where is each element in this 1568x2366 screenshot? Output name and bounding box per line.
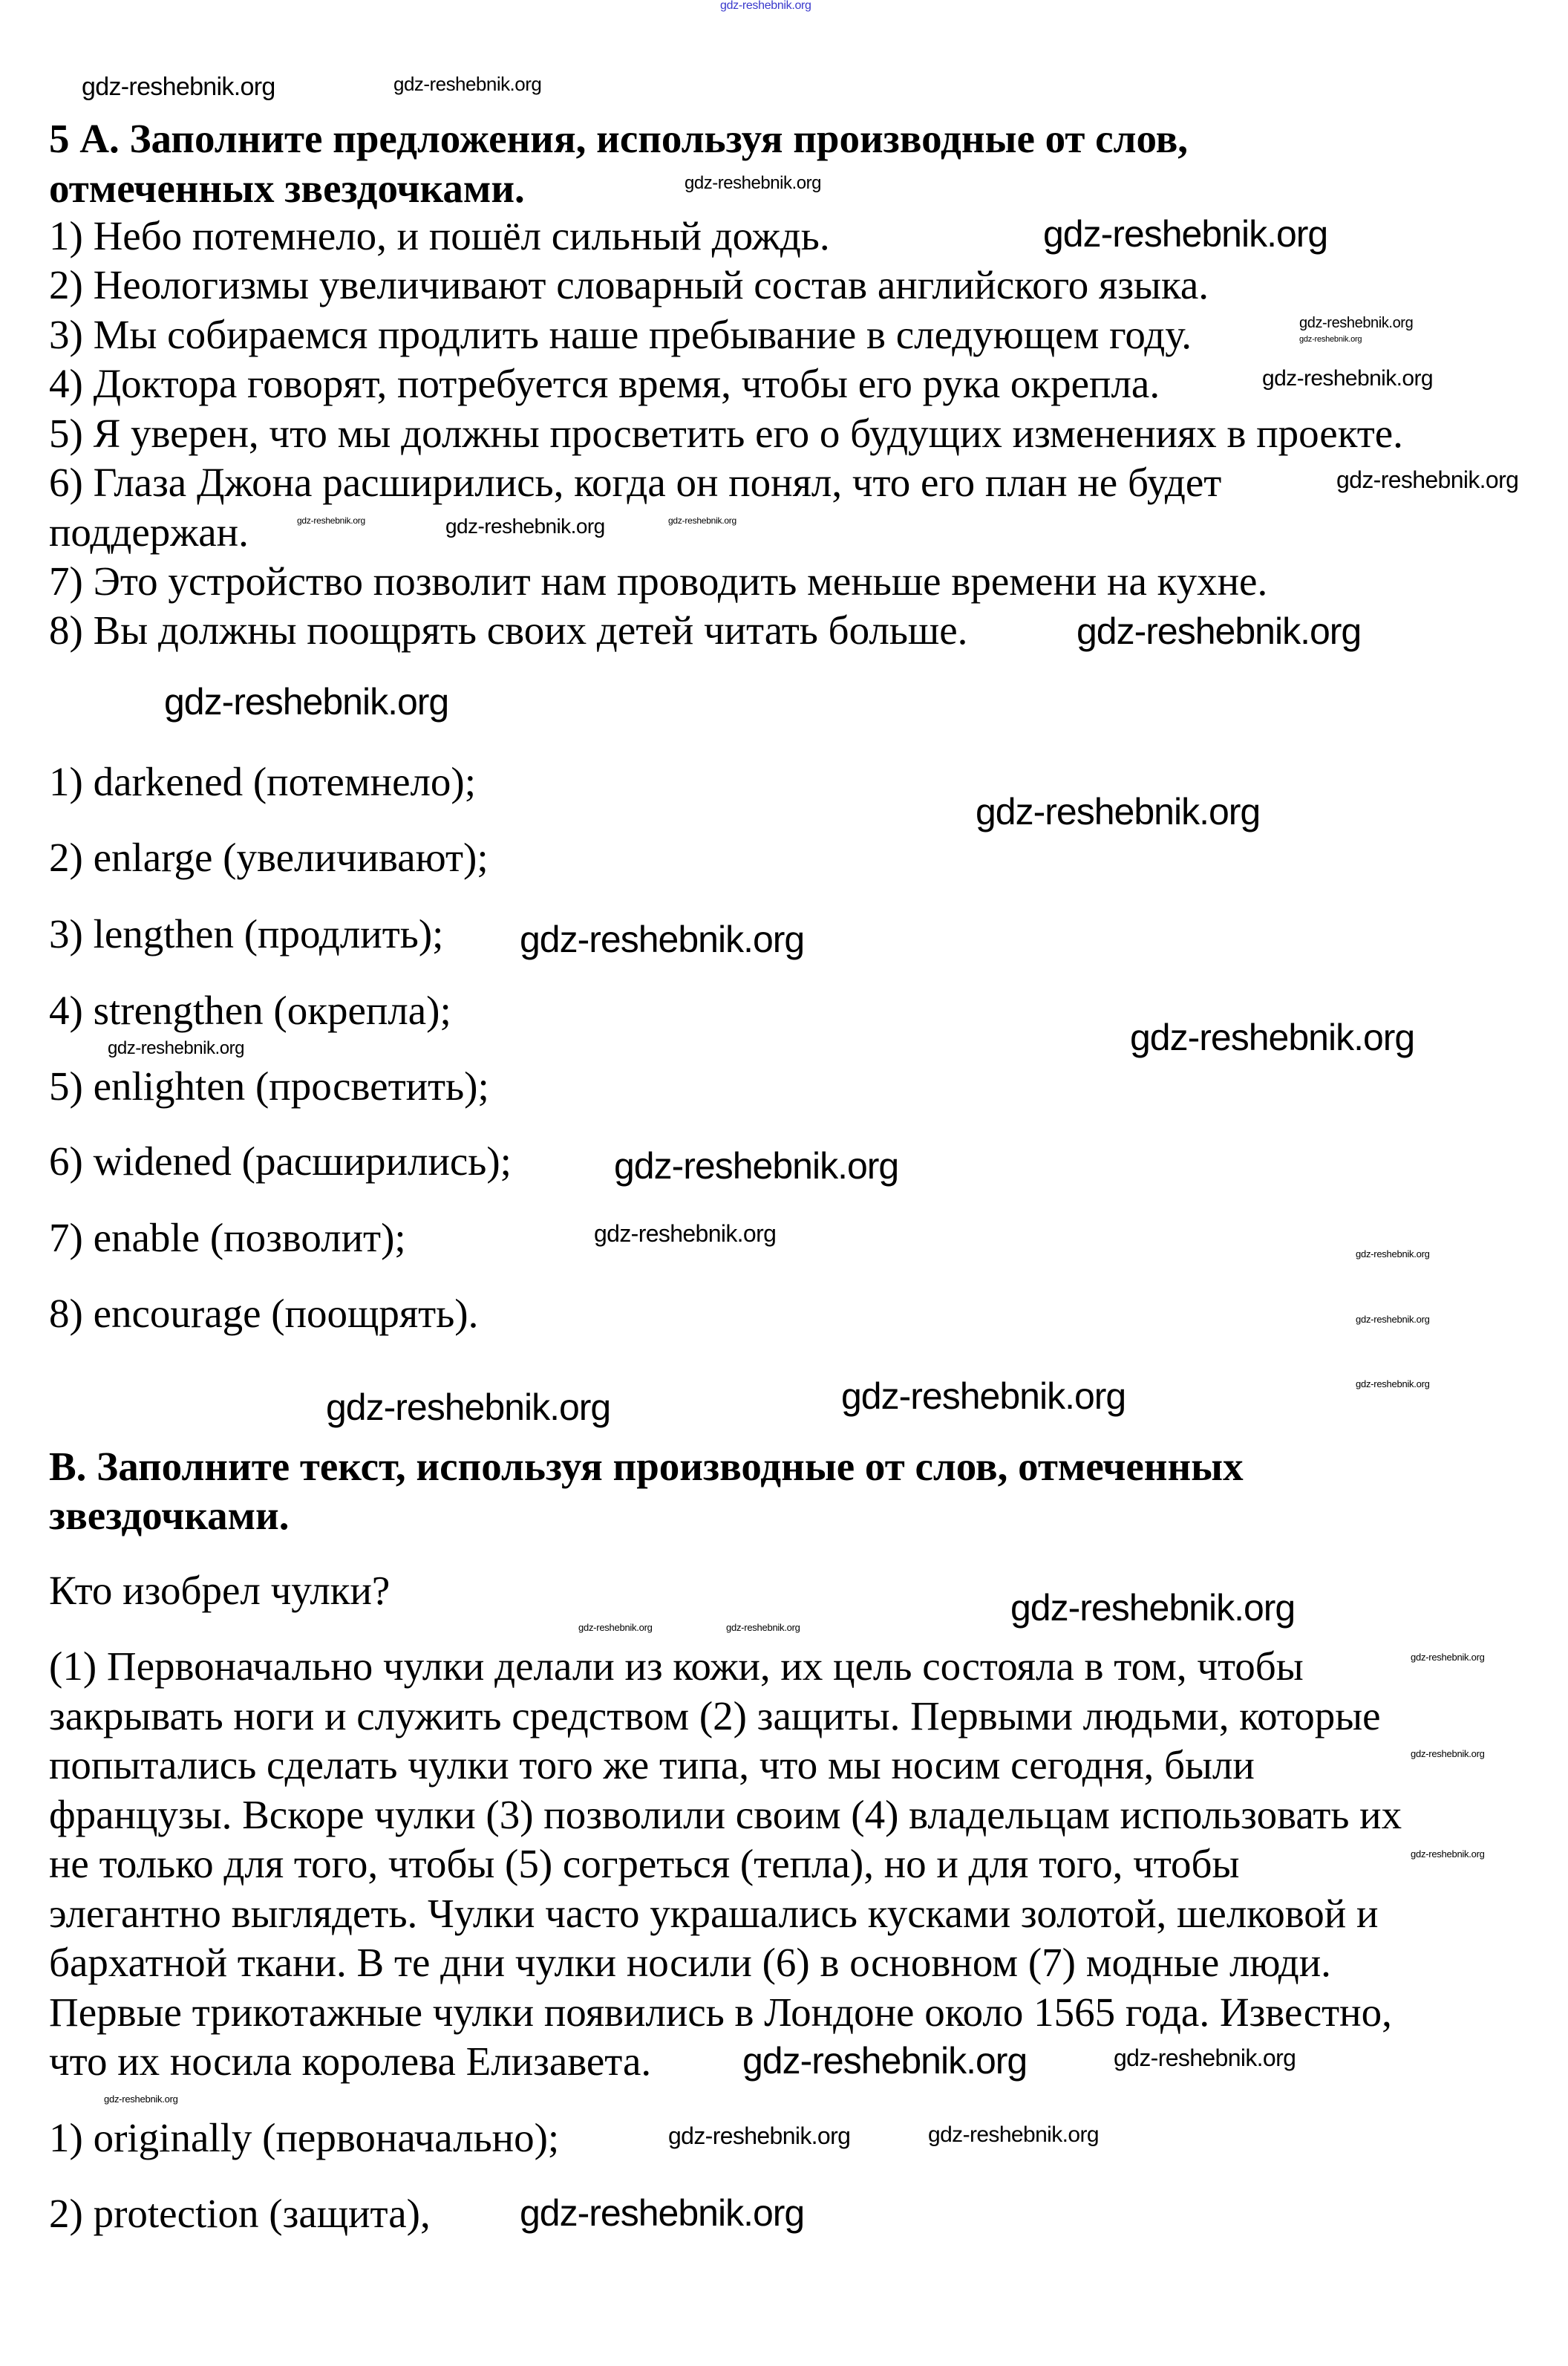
sentence: поддержан. <box>49 509 249 555</box>
section-b-title-cont: звездочками. <box>49 1493 290 1538</box>
watermark: gdz-reshebnik.org <box>82 73 275 101</box>
section-a-title: 5 А. Заполните предложения, используя производные от слов, <box>49 116 1189 161</box>
watermark: gdz-reshebnik.org <box>445 515 605 538</box>
watermark: gdz-reshebnik.org <box>1130 1017 1415 1058</box>
sentence: 3) Мы собираемся продлить наше пребывание в следующем году. <box>49 312 1192 357</box>
answer: 7) enable (позволит); <box>49 1215 406 1260</box>
watermark: gdz-reshebnik.org <box>841 1375 1126 1417</box>
watermark: gdz-reshebnik.org <box>1077 610 1362 652</box>
watermark: gdz-reshebnik.org <box>1114 2044 1296 2071</box>
watermark: gdz-reshebnik.org <box>1262 366 1433 391</box>
paragraph-line: (1) Первоначально чулки делали из кожи, их цель состояла в том, чтобы <box>49 1643 1304 1689</box>
paragraph-line: попытались сделать чулки того же типа, что мы носим сегодня, были <box>49 1742 1255 1787</box>
watermark: gdz-reshebnik.org <box>742 2040 1028 2082</box>
watermark: gdz-reshebnik.org <box>668 2122 851 2149</box>
answer: 3) lengthen (продлить); <box>49 911 444 956</box>
paragraph-line: что их носила королева Елизавета. <box>49 2039 652 2084</box>
sentence: 2) Неологизмы увеличивают словарный состав английского языка. <box>49 262 1209 307</box>
watermark: gdz-reshebnik.org <box>1336 466 1519 493</box>
section-a-title-cont: отмеченных звездочками. <box>49 166 525 211</box>
watermark: gdz-reshebnik.org <box>393 73 542 95</box>
watermark: gdz-reshebnik.org <box>164 681 449 723</box>
answer: 2) protection (защита), <box>49 2191 431 2236</box>
watermark: gdz-reshebnik.org <box>326 1386 611 1428</box>
paragraph-line: французы. Вскоре чулки (3) позволили своим (4) владельцам использовать их <box>49 1792 1402 1837</box>
answer: 1) originally (первоначально); <box>49 2115 560 2160</box>
watermark: gdz-reshebnik.org <box>1356 1314 1430 1325</box>
sentence: 8) Вы должны поощрять своих детей читать больше. <box>49 607 968 653</box>
watermark: gdz-reshebnik.org <box>976 791 1261 832</box>
paragraph-line: закрывать ноги и служить средством (2) защиты. Первыми людьми, которые <box>49 1693 1381 1738</box>
watermark: gdz-reshebnik.org <box>297 515 365 526</box>
paragraph-line: элегантно выглядеть. Чулки часто украшались кусками золотой, шелковой и <box>49 1891 1379 1936</box>
watermark: gdz-reshebnik.org <box>594 1220 777 1247</box>
watermark: gdz-reshebnik.org <box>1299 315 1414 331</box>
watermark: gdz-reshebnik.org <box>1299 335 1362 344</box>
watermark: gdz-reshebnik.org <box>104 2093 178 2105</box>
watermark: gdz-reshebnik.org <box>614 1145 899 1187</box>
sentence: 7) Это устройство позволит нам проводить меньше времени на кухне. <box>49 558 1268 604</box>
watermark: gdz-reshebnik.org <box>1356 1248 1430 1259</box>
sentence: 1) Небо потемнело, и пошёл сильный дождь. <box>49 213 830 258</box>
watermark: gdz-reshebnik.org <box>108 1038 244 1058</box>
watermark: gdz-reshebnik.org <box>1043 213 1328 255</box>
watermark: gdz-reshebnik.org <box>520 2192 805 2234</box>
answer: 2) enlarge (увеличивают); <box>49 835 489 880</box>
section-b-title: В. Заполните текст, используя производные от слов, отмеченных <box>49 1444 1244 1489</box>
watermark: gdz-reshebnik.org <box>685 173 821 193</box>
watermark: gdz-reshebnik.org <box>726 1622 800 1633</box>
text-title: Кто изобрел чулки? <box>49 1568 391 1613</box>
watermark: gdz-reshebnik.org <box>668 515 736 526</box>
watermark: gdz-reshebnik.org <box>720 0 811 12</box>
paragraph-line: не только для того, чтобы (5) согреться (тепла), но и для того, чтобы <box>49 1841 1240 1886</box>
watermark: gdz-reshebnik.org <box>1411 1748 1485 1759</box>
watermark: gdz-reshebnik.org <box>520 919 805 960</box>
answer: 5) enlighten (просветить); <box>49 1063 489 1109</box>
answer: 1) darkened (потемнело); <box>49 759 477 804</box>
answer: 4) strengthen (окрепла); <box>49 988 451 1033</box>
paragraph-line: бархатной ткани. В те дни чулки носили (6) в основном (7) модные люди. <box>49 1940 1331 1985</box>
sentence: 4) Доктора говорят, потребуется время, чтобы его рука окрепла. <box>49 361 1160 406</box>
answer: 6) widened (расширились); <box>49 1138 512 1184</box>
watermark: gdz-reshebnik.org <box>1356 1378 1430 1389</box>
watermark: gdz-reshebnik.org <box>928 2122 1099 2147</box>
watermark: gdz-reshebnik.org <box>578 1622 653 1633</box>
watermark: gdz-reshebnik.org <box>1010 1587 1296 1629</box>
watermark: gdz-reshebnik.org <box>1411 1652 1485 1663</box>
paragraph-line: Первые трикотажные чулки появились в Лондоне около 1565 года. Известно, <box>49 1989 1392 2035</box>
sentence: 6) Глаза Джона расширились, когда он понял, что его план не будет <box>49 460 1222 505</box>
watermark: gdz-reshebnik.org <box>1411 1848 1485 1860</box>
sentence: 5) Я уверен, что мы должны просветить его о будущих изменениях в проекте. <box>49 411 1403 456</box>
answer: 8) encourage (поощрять). <box>49 1291 479 1336</box>
